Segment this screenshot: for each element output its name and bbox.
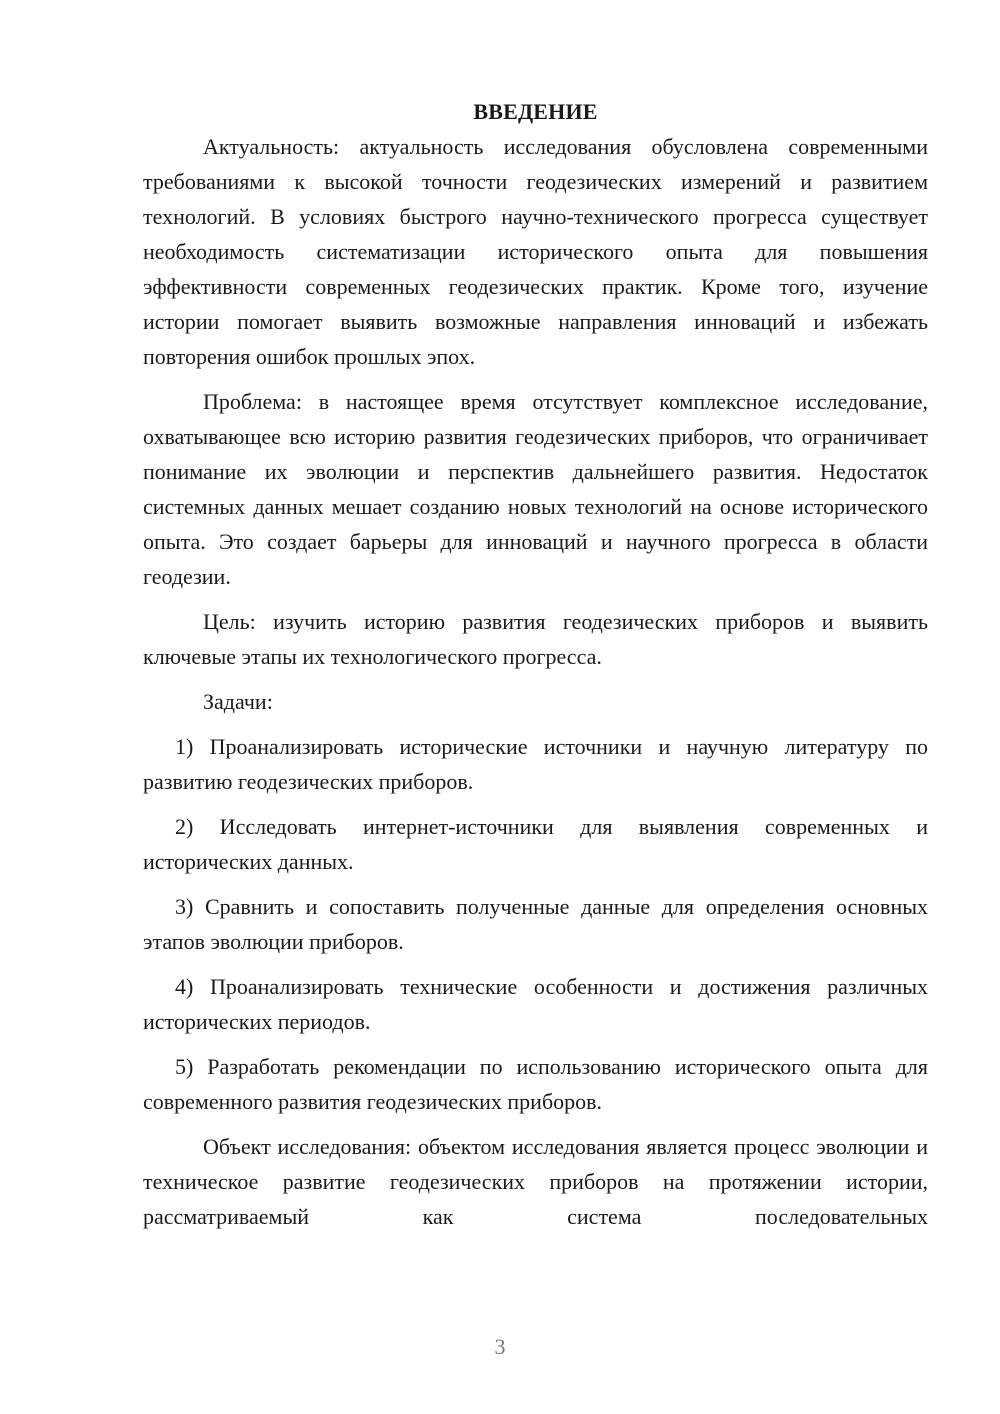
task-item-4: 4) Проанализировать технические особенности и достижения различных исторических периодов. [143,974,928,1034]
section-heading: ВВЕДЕНИЕ [473,99,598,124]
task-item-3: 3) Сравнить и сопоставить полученные данные для определения основных этапов эволюции приборов. [143,894,928,954]
page-number: 3 [494,1334,506,1359]
goal-paragraph: Цель: изучить историю развития геодезических приборов и выявить ключевые этапы их технологического прогресса. [143,609,928,669]
task-item-2: 2) Исследовать интернет-источники для выявления современных и исторических данных. [143,814,928,874]
document-page [143,94,928,1234]
relevance-paragraph: Актуальность: актуальность исследования обусловлена современными требованиями к высокой точности геодезических измерений и развитием технологий. В условиях быстрого научно-технического прогресса существует необходимость систематизации исторического опыта для повышения эффективности современных геодезических практик. Кроме того, изучение истории помогает выявить возможные направления инноваций и избежать повторения ошибок прошлых эпох. [143,134,928,369]
task-item-5: 5) Разработать рекомендации по использованию исторического опыта для современного развития геодезических приборов. [143,1054,928,1114]
problem-paragraph: Проблема: в настоящее время отсутствует комплексное исследование, охватывающее всю историю развития геодезических приборов, что ограничивает понимание их эволюции и перспектив дальнейшего развития. Недостаток системных данных мешает созданию новых технологий на основе исторического опыта. Это создает барьеры для инноваций и научного прогресса в области геодезии. [143,389,928,589]
tasks-heading: Задачи: [203,689,273,714]
task-item-1: 1) Проанализировать исторические источники и научную литературу по развитию геодезических приборов. [143,734,928,794]
object-paragraph: Объект исследования: объектом исследования является процесс эволюции и техническое развитие геодезических приборов на протяжении истории, рассматриваемый как система последовательных [143,1134,928,1229]
